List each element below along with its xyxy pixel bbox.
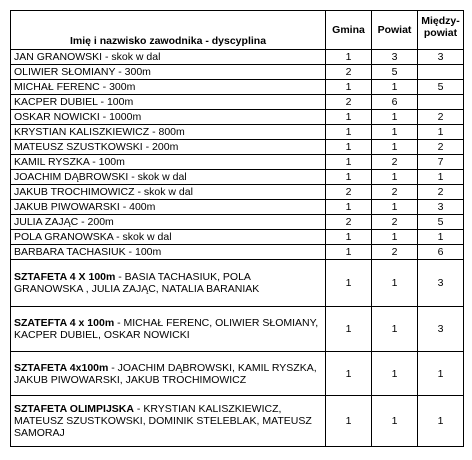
row-name: KAMIL RYSZKA - 100m — [11, 155, 326, 170]
relay-name — [11, 260, 326, 307]
table-row — [11, 95, 464, 110]
relay-members: - KRYSTIAN KALISZKIEWICZ, MATEUSZ SZUSTKOWSKI, DOMINIK STELEBLAK, MATEUSZ SAMORAJ — [14, 403, 312, 439]
results-table — [10, 10, 464, 447]
relay-row — [11, 307, 464, 352]
relay-row — [11, 260, 464, 307]
row-name: POLA GRANOWSKA - skok w dal — [11, 230, 326, 245]
row-name: BARBARA TACHASIUK - 100m — [11, 245, 326, 260]
row-powiat: 1 — [372, 230, 418, 245]
row-name: MATEUSZ SZUSTKOWSKI - 200m — [11, 140, 326, 155]
row-miedzy: 3 — [418, 200, 464, 215]
row-miedzy: 1 — [418, 170, 464, 185]
table-row — [11, 155, 464, 170]
row-gmina: 1 — [326, 155, 372, 170]
relay-gmina: 1 — [326, 260, 372, 307]
relay-row — [11, 396, 464, 447]
row-gmina: 1 — [326, 125, 372, 140]
header-name: Imię i nazwisko zawodnika - dyscyplina — [11, 11, 326, 50]
relay-miedzy: 1 — [418, 396, 464, 447]
table-row — [11, 230, 464, 245]
table-row — [11, 170, 464, 185]
row-powiat: 3 — [372, 50, 418, 65]
row-powiat: 1 — [372, 125, 418, 140]
row-gmina: 1 — [326, 170, 372, 185]
table-row — [11, 245, 464, 260]
row-miedzy: 5 — [418, 215, 464, 230]
relay-members: - BASIA TACHASIUK, POLA GRANOWSKA , JULIA ZAJĄC, NATALIA BARANIAK — [14, 271, 260, 295]
relay-title: SZTAFETA OLIMPIJSKA — [14, 403, 134, 415]
row-gmina: 1 — [326, 140, 372, 155]
row-name: JULIA ZAJĄC - 200m — [11, 215, 326, 230]
row-name: KRYSTIAN KALISZKIEWICZ - 800m — [11, 125, 326, 140]
row-gmina: 1 — [326, 245, 372, 260]
table-row — [11, 125, 464, 140]
row-gmina: 1 — [326, 80, 372, 95]
table-row — [11, 185, 464, 200]
table-row — [11, 110, 464, 125]
row-miedzy — [418, 65, 464, 80]
relay-name — [11, 396, 326, 447]
relay-members: - MICHAŁ FERENC, OLIWIER SŁOMIANY, KACPER DUBIEL, OSKAR NOWICKI — [14, 317, 319, 341]
row-gmina: 1 — [326, 200, 372, 215]
relay-miedzy: 1 — [418, 352, 464, 396]
relay-gmina: 1 — [326, 352, 372, 396]
row-miedzy: 2 — [418, 185, 464, 200]
table-row — [11, 140, 464, 155]
relay-row — [11, 352, 464, 396]
relay-gmina: 1 — [326, 396, 372, 447]
relay-title: SZATEFTA 4 x 100m — [14, 317, 115, 329]
row-miedzy: 6 — [418, 245, 464, 260]
header-gmina: Gmina — [326, 11, 372, 50]
relay-name — [11, 352, 326, 396]
header-row — [11, 11, 464, 50]
relay-miedzy: 3 — [418, 307, 464, 352]
row-miedzy: 2 — [418, 110, 464, 125]
row-powiat: 1 — [372, 110, 418, 125]
row-name: OLIWIER SŁOMIANY - 300m — [11, 65, 326, 80]
row-name: JAN GRANOWSKI - skok w dal — [11, 50, 326, 65]
row-powiat: 1 — [372, 140, 418, 155]
row-powiat: 6 — [372, 95, 418, 110]
table-row — [11, 200, 464, 215]
table-row — [11, 80, 464, 95]
row-miedzy: 1 — [418, 230, 464, 245]
relay-gmina: 1 — [326, 307, 372, 352]
relay-powiat: 1 — [372, 260, 418, 307]
row-name: KACPER DUBIEL - 100m — [11, 95, 326, 110]
row-miedzy: 5 — [418, 80, 464, 95]
row-powiat: 1 — [372, 200, 418, 215]
table-row — [11, 50, 464, 65]
relay-name — [11, 307, 326, 352]
row-name: JOACHIM DĄBROWSKI - skok w dal — [11, 170, 326, 185]
row-gmina: 1 — [326, 50, 372, 65]
header-miedzypowiat — [418, 11, 464, 50]
row-powiat: 1 — [372, 80, 418, 95]
row-powiat: 5 — [372, 65, 418, 80]
relay-miedzy: 3 — [418, 260, 464, 307]
row-name: JAKUB PIWOWARSKI - 400m — [11, 200, 326, 215]
row-powiat: 2 — [372, 215, 418, 230]
row-gmina: 1 — [326, 110, 372, 125]
relay-members: - JOACHIM DĄBROWSKI, KAMIL RYSZKA, JAKUB PIWOWARSKI, JAKUB TROCHIMOWICZ — [14, 361, 317, 386]
header-miedzy-line1: Między- — [421, 15, 460, 27]
row-miedzy — [418, 95, 464, 110]
row-miedzy: 7 — [418, 155, 464, 170]
relay-powiat: 1 — [372, 352, 418, 396]
relay-title: SZTAFETA 4 X 100m — [14, 271, 116, 283]
relay-powiat: 1 — [372, 396, 418, 447]
row-gmina: 2 — [326, 215, 372, 230]
row-powiat: 2 — [372, 185, 418, 200]
row-gmina: 2 — [326, 185, 372, 200]
row-name: OSKAR NOWICKI - 1000m — [11, 110, 326, 125]
relay-powiat: 1 — [372, 307, 418, 352]
row-miedzy: 1 — [418, 125, 464, 140]
table-row — [11, 65, 464, 80]
row-powiat: 2 — [372, 155, 418, 170]
row-gmina: 1 — [326, 230, 372, 245]
header-miedzy-line2: powiat — [423, 27, 458, 39]
row-miedzy: 3 — [418, 50, 464, 65]
row-name: JAKUB TROCHIMOWICZ - skok w dal — [11, 185, 326, 200]
header-powiat: Powiat — [372, 11, 418, 50]
row-name: MICHAŁ FERENC - 300m — [11, 80, 326, 95]
row-powiat: 1 — [372, 170, 418, 185]
row-gmina: 2 — [326, 95, 372, 110]
row-powiat: 2 — [372, 245, 418, 260]
results-document — [10, 10, 464, 447]
row-miedzy: 2 — [418, 140, 464, 155]
table-row — [11, 215, 464, 230]
relay-title: SZTAFETA 4x100m — [14, 361, 109, 374]
row-gmina: 2 — [326, 65, 372, 80]
